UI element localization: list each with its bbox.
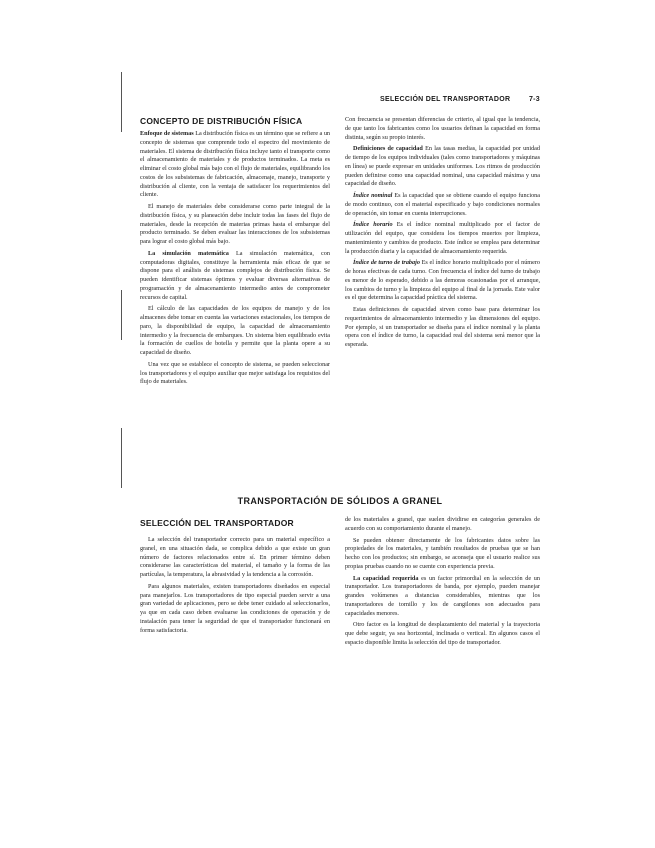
paragraph: Con frecuencia se presentan diferencias de criterio, al igual que la tendencia, de que tanto los fabricantes como los usuarios definan la capacidad en forma distinta, según su propio interés.: [345, 116, 540, 141]
margin-rule: [121, 72, 122, 132]
paragraph: [345, 575, 540, 619]
paragraph: Se pueden obtener directamente de los fabricantes datos sobre las propiedades de los materiales, y también resultados de pruebas que se han hecho con los productos; sin embargo, se aconseja que el usuario realice sus propias pruebas cuando no se cuente con experiencia previa.: [345, 536, 540, 570]
paragraph-text: En las tasas medias, la capacidad por unidad de tiempo de los equipos individuales (tales como transportadores y máquinas en línea) se puede expresar en unidades uniformes. Los ritmos de producción pueden definirse como una capacidad nominal, una capacidad máxima y una capacidad de diseño.: [345, 145, 540, 188]
paragraph: [345, 221, 540, 256]
paragraph: El cálculo de las capacidades de los equipos de manejo y de los almacenes debe tomar en cuenta las variaciones estacionales, los tiempos de paro, la disponibilidad de equipo, la capacidad de almacenamiento intermedio y la frecuencia de embarques. Un sistema bien equilibrado evita la formación de cuellos de botella y permite que la planta opere a su capacidad de diseño.: [140, 305, 330, 356]
major-section-title: TRANSPORTACIÓN DE SÓLIDOS A GRANEL: [237, 496, 443, 506]
section-heading-seleccion: SELECCIÓN DEL TRANSPORTADOR: [140, 518, 294, 528]
margin-rule: [121, 290, 122, 340]
paragraph-text: es un factor primordial en la selección de un transportador. Los transportadores de banda, por ejemplo, pueden manejar grandes volúmenes a distancias considerables, mientras que los transportadores de tornillo y los de cangilones son adecuados para capacidades menores.: [345, 574, 540, 617]
right-bottom-column: [345, 516, 540, 670]
margin-rule: [121, 428, 122, 488]
paragraph: [345, 192, 540, 218]
right-top-column: [345, 116, 540, 487]
page-number: 7-3: [528, 96, 540, 103]
section-heading-distribucion: CONCEPTO DE DISTRIBUCIÓN FÍSICA: [140, 116, 303, 126]
paragraph-text: Es el índice horario multiplicado por el número de horas efectivas de cada turno. Con frecuencia el índice del turno de trabajo es menor de lo esperado, debido a las demoras ocasionadas por el arranque, los cambios de turno y la limpieza del equipo al final de la jornada. Este valor es el que determina la capacidad práctica del sistema.: [345, 259, 540, 302]
paragraph: de los materiales a granel, que suelen dividirse en categorías generales de acuerdo con su comportamiento durante el manejo.: [345, 516, 540, 532]
paragraph-text: La distribución física es un término que se refiere a un concepto de sistemas que comprende todo el espectro del movimiento de materiales. El sistema de distribución física incluye tanto el transporte como el almacenamiento de materiales y de productos terminados. La meta es eliminar el costo global más bajo con el flujo de materiales, equilibrando los costos de los subsistemas de fabricación, almacenaje, manejo, transporte y distribución al cliente, con la ventaja de satisfacer los requerimientos del cliente.: [140, 130, 330, 199]
paragraph: [140, 250, 330, 303]
paragraph: Para algunos materiales, existen transportadores diseñados en especial para manejarlos. Los transportadores de tipo especial pueden servir a una gran variedad de aplicaciones, pero se debe tener cuidado al seleccionarlos, ya que en cada caso deben evaluarse las condiciones de operación y de instalación para tener la seguridad de que el transportador funcionará en forma satisfactoria.: [140, 582, 330, 634]
paragraph: El manejo de materiales debe considerarse como parte integral de la distribución física, y su planeación debe incluir todas las fases del flujo de materiales, desde la recepción de materias primas hasta el embarque del producto terminado. Se deben evaluar las interacciones de los subsistemas para lograr el costo global más bajo.: [140, 203, 330, 245]
run-in-lead: Índice de turno de trabajo: [353, 259, 420, 267]
paragraph-text: Es la capacidad que se obtiene cuando el equipo funciona de modo continuo, con el material especificado y bajo condiciones normales de operación, sin tomar en cuenta interrupciones.: [345, 192, 540, 217]
run-in-lead: La simulación matemática: [148, 249, 229, 257]
paragraph: [345, 145, 540, 189]
left-bottom-column: [140, 536, 330, 668]
running-title: SELECCIÓN DEL TRANSPORTADOR: [380, 96, 511, 103]
paragraph: [345, 259, 540, 303]
run-in-lead: Definiciones de capacidad: [353, 145, 423, 153]
left-top-column: [140, 130, 330, 487]
paragraph: Estas definiciones de capacidad sirven como base para determinar los requerimientos de almacenamiento intermedio y las dimensiones del equipo. Por ejemplo, si un transportador se diseña para el índice nominal y la planta opera con el índice de turno, la capacidad real del sistema será menor que la esperada.: [345, 306, 540, 348]
running-header: [380, 96, 540, 103]
paragraph: La selección del transportador correcto para un material específico a granel, en una situación dada, se complica debido a que existe un gran número de factores relacionados entre sí. En primer término deben considerarse las características del material, el tamaño y la forma de las partículas, la temperatura, la abrasividad y la tendencia a la corrosión.: [140, 536, 330, 578]
run-in-lead: La capacidad requerida: [353, 574, 419, 582]
run-in-lead: Índice nominal: [353, 192, 393, 199]
paragraph-text: La simulación matemática, con computadoras digitales, constituye la herramienta más eficaz de que se dispone para el análisis de sistemas complejos de distribución física. Se pueden identificar sistemas óptimos y evaluar diversas alternativas de programación y de almacenamiento intermedio antes de comprometer recursos de capital.: [140, 249, 330, 301]
run-in-lead: Índice horario: [353, 221, 393, 229]
run-in-lead: Enfoque de sistemas: [140, 130, 194, 137]
paragraph: Otro factor es la longitud de desplazamiento del material y la trayectoria que debe seguir, ya sea horizontal, inclinada o vertical. En algunos casos el espacio disponible limita la selección del tipo de transportador.: [345, 621, 540, 646]
paragraph: [140, 130, 330, 200]
paragraph: Una vez que se establece el concepto de sistema, se pueden seleccionar los transportadores y el equipo auxiliar que mejor satisfaga los requisitos del flujo de materiales.: [140, 360, 330, 386]
paragraph-text: Es el índice nominal multiplicado por el factor de utilización del equipo, que considera los tiempos muertos por limpieza, mantenimiento y cambios de producto. Este índice se emplea para determinar la producción diaria y la capacidad de almacenamiento requerida.: [345, 221, 540, 255]
